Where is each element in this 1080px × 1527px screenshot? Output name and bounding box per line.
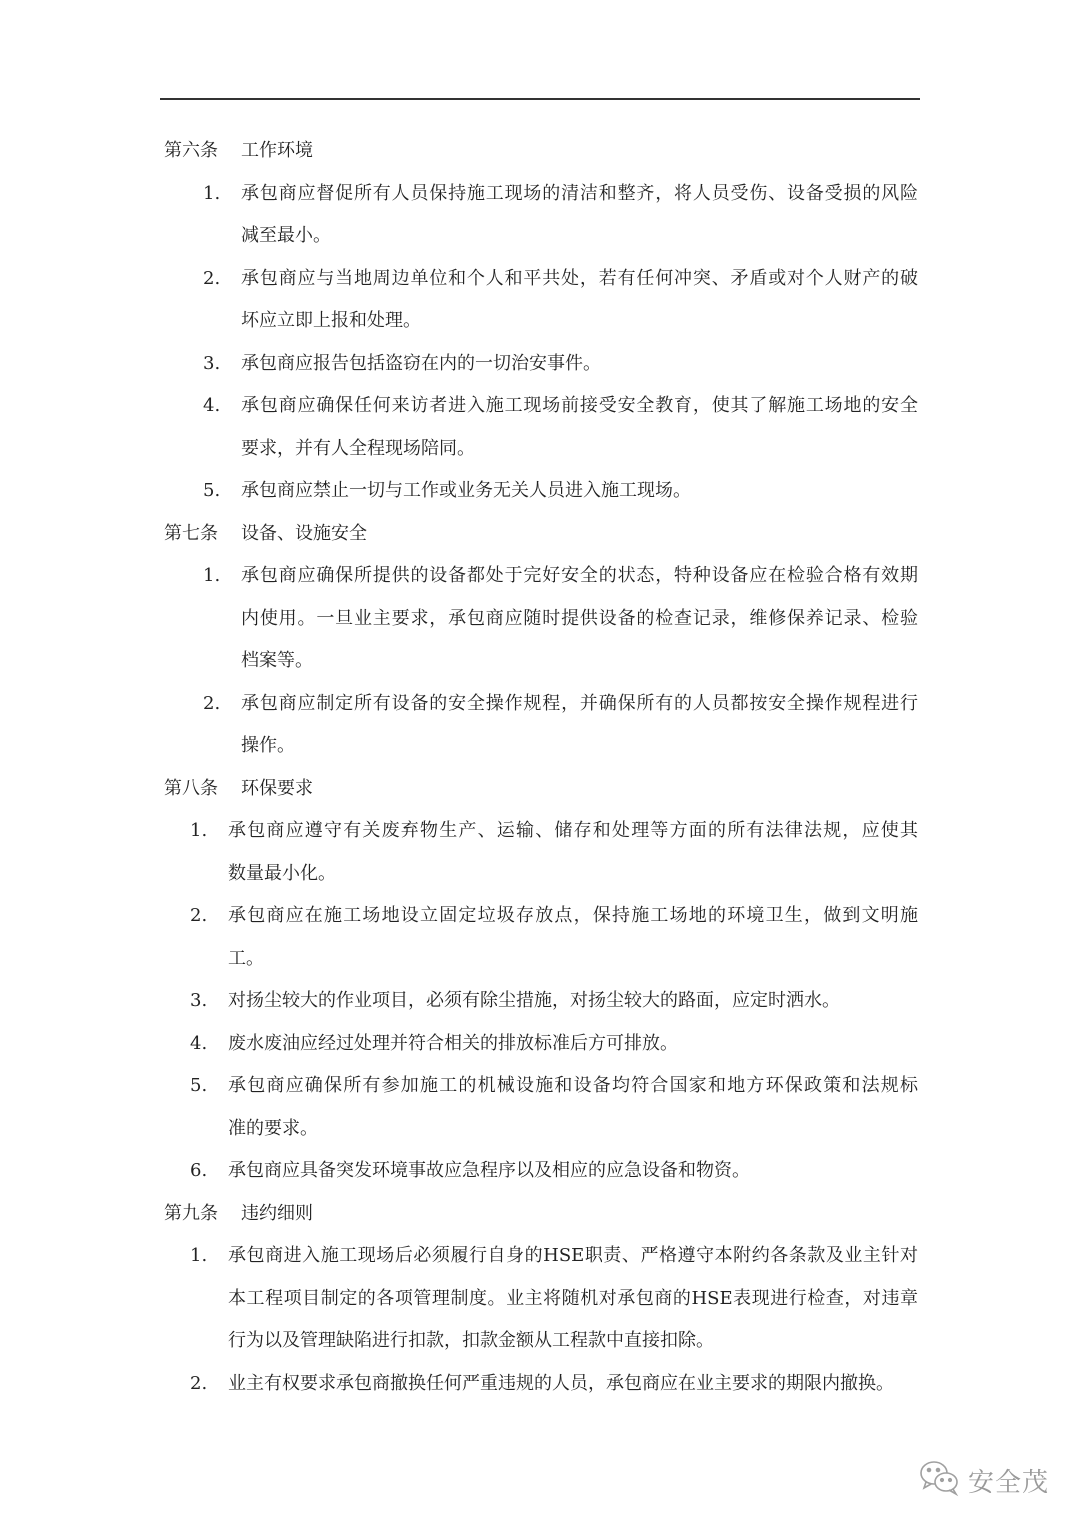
list-item-text: 对扬尘较大的作业项目，必须有除尘措施，对扬尘较大的路面，应定时洒水。 bbox=[228, 990, 840, 1011]
section-title: 环保要求 bbox=[241, 777, 313, 799]
watermark bbox=[918, 1458, 1049, 1502]
list-item-line bbox=[164, 173, 920, 216]
list-item-text: 内使用。一旦业主要求，承包商应随时提供设备的检查记录，维修保养记录、检验 bbox=[241, 607, 918, 629]
list-item-number: 2. bbox=[203, 692, 221, 714]
list-item bbox=[164, 683, 920, 768]
list-item-number: 1. bbox=[203, 565, 221, 586]
list-item bbox=[164, 343, 920, 386]
list-item-number: 2. bbox=[190, 1372, 208, 1394]
list-item-text: 承包商应与当地周边单位和个人和平共处，若有任何冲突、矛盾或对个人财产的破 bbox=[241, 267, 918, 289]
list-item-line bbox=[164, 853, 920, 896]
list-item-line bbox=[164, 810, 920, 853]
list-item-line bbox=[164, 598, 920, 641]
list-item-line bbox=[164, 1023, 920, 1066]
section-heading bbox=[164, 1193, 920, 1236]
list-item bbox=[164, 173, 920, 258]
section-title: 违约细则 bbox=[241, 1202, 313, 1224]
list-item bbox=[164, 1363, 920, 1406]
list-item bbox=[164, 470, 920, 513]
list-item-line bbox=[164, 470, 920, 513]
list-item-number: 1. bbox=[190, 1245, 208, 1266]
header-rule bbox=[160, 98, 920, 100]
list-item-number: 5. bbox=[203, 480, 221, 501]
list-item bbox=[164, 258, 920, 343]
list-item-number: 1. bbox=[203, 182, 221, 204]
list-item-text: 要求，并有人全程现场陪同。 bbox=[241, 437, 475, 459]
list-item-text: 本工程项目制定的各项管理制度。业主将随机对承包商的HSE表现进行检查，对违章 bbox=[228, 1287, 918, 1309]
list-item-line bbox=[164, 683, 920, 726]
section-title: 工作环境 bbox=[241, 140, 313, 161]
list-item-text: 坏应立即上报和处理。 bbox=[241, 310, 421, 331]
list-item-text: 承包商应在施工场地设立固定垃圾存放点，保持施工场地的环境卫生，做到文明施 bbox=[228, 905, 918, 926]
section-number: 第九条 bbox=[164, 1202, 218, 1224]
list-item-line bbox=[164, 1363, 920, 1406]
list-item-text: 承包商进入施工现场后必须履行自身的HSE职责、严格遵守本附约各条款及业主针对 bbox=[228, 1245, 918, 1266]
list-item bbox=[164, 1023, 920, 1066]
list-item-number: 2. bbox=[190, 905, 208, 926]
list-item-line bbox=[164, 1150, 920, 1193]
list-item-text: 承包商应督促所有人员保持施工现场的清洁和整齐，将人员受伤、设备受损的风险 bbox=[241, 182, 918, 204]
list-item-number: 5. bbox=[190, 1075, 208, 1096]
list-item-text: 业主有权要求承包商撤换任何严重违规的人员，承包商应在业主要求的期限内撤换。 bbox=[228, 1372, 894, 1394]
section bbox=[164, 1193, 920, 1406]
list-item-text: 承包商应确保所提供的设备都处于完好安全的状态，特种设备应在检验合格有效期 bbox=[241, 565, 918, 586]
list-item-line bbox=[164, 1320, 920, 1363]
list-item bbox=[164, 980, 920, 1023]
document-body bbox=[164, 130, 920, 1405]
list-item-text: 承包商应确保任何来访者进入施工现场前接受安全教育，使其了解施工场地的安全 bbox=[241, 395, 918, 416]
list-item-line bbox=[164, 385, 920, 428]
list-item-text: 数量最小化。 bbox=[228, 862, 336, 884]
list-item bbox=[164, 1235, 920, 1363]
list-item-text: 行为以及管理缺陷进行扣款，扣款金额从工程款中直接扣除。 bbox=[228, 1330, 714, 1351]
section-number: 第六条 bbox=[164, 140, 218, 161]
list-item-number: 4. bbox=[203, 395, 221, 416]
section-heading bbox=[164, 513, 920, 556]
list-item bbox=[164, 385, 920, 470]
list-item-line bbox=[164, 428, 920, 471]
list-item-text: 承包商应确保所有参加施工的机械设施和设备均符合国家和地方环保政策和法规标 bbox=[228, 1075, 918, 1096]
list-item-text: 承包商应制定所有设备的安全操作规程，并确保所有的人员都按安全操作规程进行 bbox=[241, 692, 918, 714]
section bbox=[164, 768, 920, 1193]
list-item-line bbox=[164, 1108, 920, 1151]
list-item-line bbox=[164, 1065, 920, 1108]
list-item-line bbox=[164, 343, 920, 386]
list-item-line bbox=[164, 300, 920, 343]
section bbox=[164, 513, 920, 768]
list-item-text: 承包商应报告包括盗窃在内的一切治安事件。 bbox=[241, 352, 601, 374]
list-item-number: 3. bbox=[203, 352, 221, 374]
list-item-text: 准的要求。 bbox=[228, 1117, 318, 1139]
list-item-number: 1. bbox=[190, 820, 208, 841]
list-item-text: 承包商应具备突发环境事故应急程序以及相应的应急设备和物资。 bbox=[228, 1160, 750, 1181]
list-item-line bbox=[164, 215, 920, 258]
wechat-icon bbox=[918, 1458, 962, 1502]
list-item-line bbox=[164, 1235, 920, 1278]
list-item-text: 档案等。 bbox=[241, 650, 313, 671]
list-item bbox=[164, 1065, 920, 1150]
list-item bbox=[164, 810, 920, 895]
list-item-text: 减至最小。 bbox=[241, 225, 331, 246]
list-item-number: 6. bbox=[190, 1160, 208, 1181]
section-number: 第八条 bbox=[164, 777, 218, 799]
list-item-line bbox=[164, 980, 920, 1023]
section-number: 第七条 bbox=[164, 522, 218, 544]
section-heading bbox=[164, 130, 920, 173]
section-title: 设备、设施安全 bbox=[241, 522, 367, 544]
list-item-number: 2. bbox=[203, 267, 221, 289]
list-item-line bbox=[164, 640, 920, 683]
section-heading bbox=[164, 768, 920, 811]
list-item-line bbox=[164, 258, 920, 301]
list-item-text: 操作。 bbox=[241, 735, 295, 756]
list-item-number: 3. bbox=[190, 990, 208, 1011]
list-item-text: 工。 bbox=[228, 947, 264, 969]
list-item-text: 承包商应禁止一切与工作或业务无关人员进入施工现场。 bbox=[241, 480, 691, 501]
watermark-text: 安全茂 bbox=[968, 1467, 1050, 1498]
section bbox=[164, 130, 920, 513]
list-item-line bbox=[164, 938, 920, 981]
list-item-line bbox=[164, 1278, 920, 1321]
list-item bbox=[164, 555, 920, 683]
list-item bbox=[164, 895, 920, 980]
list-item-line bbox=[164, 725, 920, 768]
list-item-line bbox=[164, 895, 920, 938]
list-item bbox=[164, 1150, 920, 1193]
list-item-text: 废水废油应经过处理并符合相关的排放标准后方可排放。 bbox=[228, 1032, 678, 1054]
list-item-number: 4. bbox=[190, 1032, 208, 1054]
list-item-text: 承包商应遵守有关废弃物生产、运输、储存和处理等方面的所有法律法规，应使其 bbox=[228, 820, 918, 841]
list-item-line bbox=[164, 555, 920, 598]
